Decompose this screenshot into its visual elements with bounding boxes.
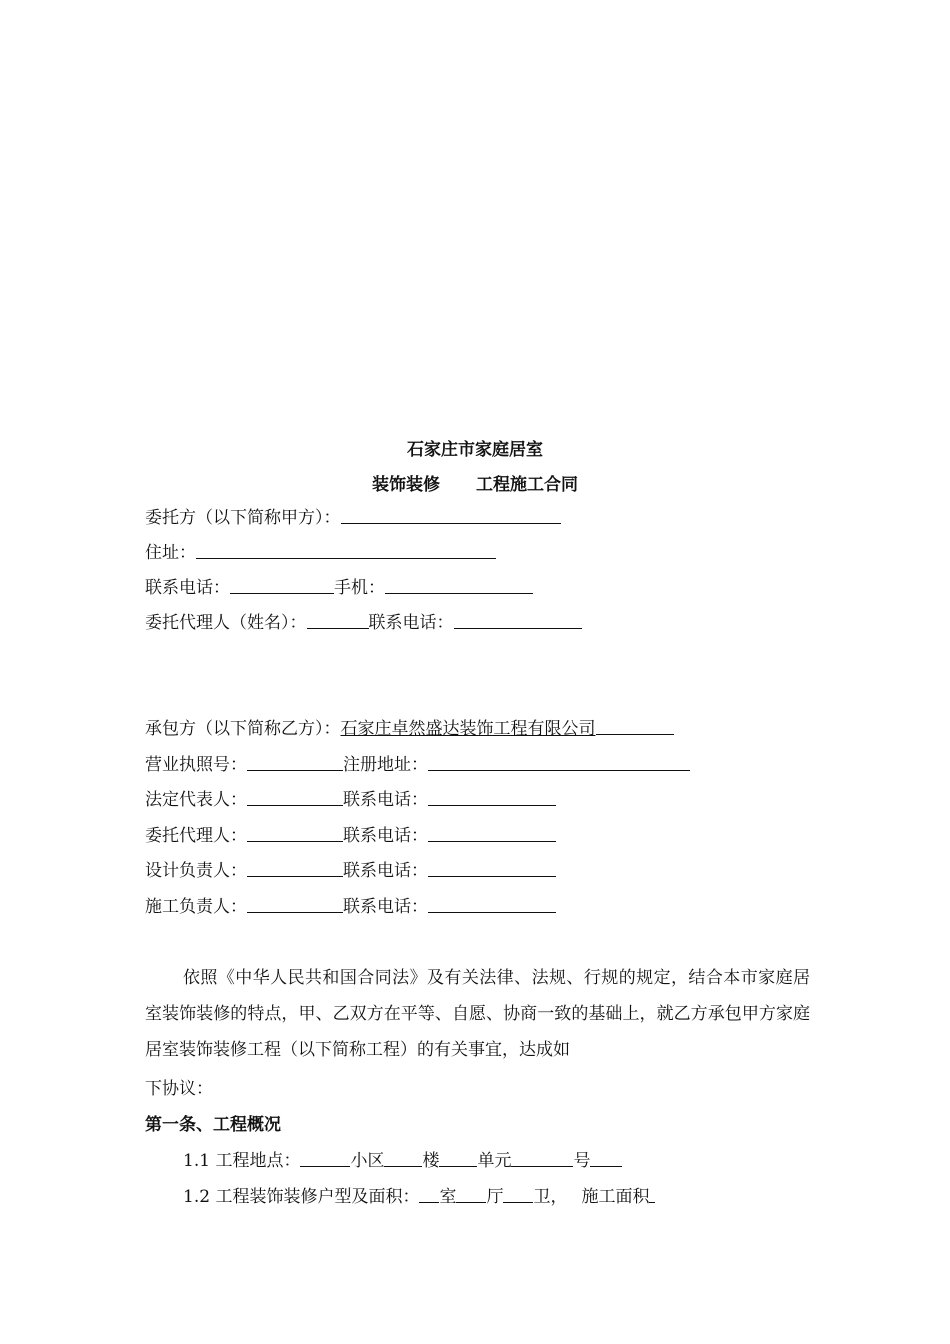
area-label: 施工面积 bbox=[581, 1187, 650, 1207]
hall-label: 厅 bbox=[486, 1187, 504, 1207]
community-blank[interactable] bbox=[384, 1149, 422, 1167]
item2-prefix: 1.2 工程装饰装修户型及面积： bbox=[183, 1187, 420, 1207]
party-a-agent-line bbox=[145, 611, 582, 635]
contract-title-line2 bbox=[0, 470, 950, 495]
legal-rep-blank[interactable] bbox=[247, 788, 343, 806]
contractor-label: 承包方（以下简称乙方）： bbox=[145, 719, 341, 739]
article1-item2 bbox=[183, 1185, 655, 1209]
party-b-construction-line bbox=[145, 895, 556, 919]
client-blank[interactable] bbox=[341, 506, 561, 524]
legal-rep-label: 法定代表人： bbox=[145, 790, 247, 810]
party-a-address-line bbox=[145, 541, 496, 565]
contract-title-line1: 石家庄市家庭居室 bbox=[407, 440, 543, 460]
legal-rep-phone-label: 联系电话： bbox=[343, 790, 428, 810]
agent-blank[interactable] bbox=[307, 611, 369, 629]
design-phone-label: 联系电话： bbox=[343, 861, 428, 881]
party-b-contractor-line bbox=[145, 717, 674, 741]
design-lead-label: 设计负责人： bbox=[145, 861, 247, 881]
license-blank[interactable] bbox=[247, 753, 343, 771]
reg-address-blank[interactable] bbox=[428, 753, 690, 771]
party-b-agent-line bbox=[145, 824, 556, 848]
construction-phone-blank[interactable] bbox=[428, 895, 556, 913]
construction-lead-label: 施工负责人： bbox=[145, 897, 247, 917]
party-a-phone-line bbox=[145, 576, 533, 600]
article1-item1 bbox=[183, 1149, 622, 1173]
agent-phone-label: 联系电话： bbox=[368, 613, 454, 633]
legal-rep-phone-blank[interactable] bbox=[428, 788, 556, 806]
phone-blank[interactable] bbox=[230, 576, 334, 594]
preamble-paragraph: 依照《中华人民共和国合同法》及有关法律、法规、行规的规定，结合本市家庭居室装饰装修的特点，甲、乙双方在平等、自愿、协商一致的基础上，就乙方承包甲方家庭居室装饰装修工程（以下简称工程）的有关事宜，达成如 bbox=[145, 968, 810, 1060]
area-blank[interactable] bbox=[649, 1185, 655, 1203]
b-agent-label: 委托代理人： bbox=[145, 826, 247, 846]
bath-blank[interactable] bbox=[503, 1185, 533, 1203]
preamble-end: 下协议： bbox=[145, 1079, 213, 1099]
address-blank[interactable] bbox=[196, 541, 496, 559]
party-b-license-line bbox=[145, 753, 690, 777]
community-label: 小区 bbox=[350, 1151, 385, 1171]
address-label: 住址： bbox=[145, 543, 196, 563]
room-label: 室 bbox=[439, 1187, 457, 1207]
article1-heading: 第一条、工程概况 bbox=[145, 1115, 281, 1135]
license-label: 营业执照号： bbox=[145, 755, 247, 775]
party-b-design-line bbox=[145, 859, 556, 883]
party-a-client-line bbox=[145, 506, 561, 530]
mobile-label: 手机： bbox=[334, 578, 385, 598]
title-part-contract: 工程施工合同 bbox=[476, 475, 578, 495]
number-blank[interactable] bbox=[590, 1149, 622, 1167]
location-blank[interactable] bbox=[300, 1149, 350, 1167]
agent-phone-blank[interactable] bbox=[454, 611, 582, 629]
party-b-legal-rep-line bbox=[145, 788, 556, 812]
item1-prefix: 1.1 工程地点： bbox=[183, 1151, 301, 1171]
design-lead-blank[interactable] bbox=[247, 859, 343, 877]
b-agent-phone-label: 联系电话： bbox=[343, 826, 428, 846]
b-agent-phone-blank[interactable] bbox=[428, 824, 556, 842]
building-blank[interactable] bbox=[439, 1149, 477, 1167]
company-name: 石家庄卓然盛达装饰工程有限公司 bbox=[340, 719, 596, 739]
room-blank[interactable] bbox=[419, 1185, 439, 1203]
phone-label: 联系电话： bbox=[145, 578, 230, 598]
building-label: 楼 bbox=[422, 1151, 440, 1171]
unit-label: 单元 bbox=[477, 1151, 512, 1171]
b-agent-blank[interactable] bbox=[247, 824, 343, 842]
title-part-decoration: 装饰装修 bbox=[372, 475, 440, 495]
construction-phone-label: 联系电话： bbox=[343, 897, 428, 917]
unit-blank[interactable] bbox=[511, 1149, 573, 1167]
client-label: 委托方（以下简称甲方）： bbox=[145, 508, 341, 528]
construction-lead-blank[interactable] bbox=[247, 895, 343, 913]
bath-label: 卫， bbox=[533, 1187, 568, 1207]
number-label: 号 bbox=[573, 1151, 591, 1171]
agent-label: 委托代理人（姓名）： bbox=[145, 613, 307, 633]
reg-address-label: 注册地址： bbox=[343, 755, 428, 775]
design-phone-blank[interactable] bbox=[428, 859, 556, 877]
hall-blank[interactable] bbox=[456, 1185, 486, 1203]
mobile-blank[interactable] bbox=[385, 576, 533, 594]
company-blank[interactable] bbox=[596, 717, 674, 735]
